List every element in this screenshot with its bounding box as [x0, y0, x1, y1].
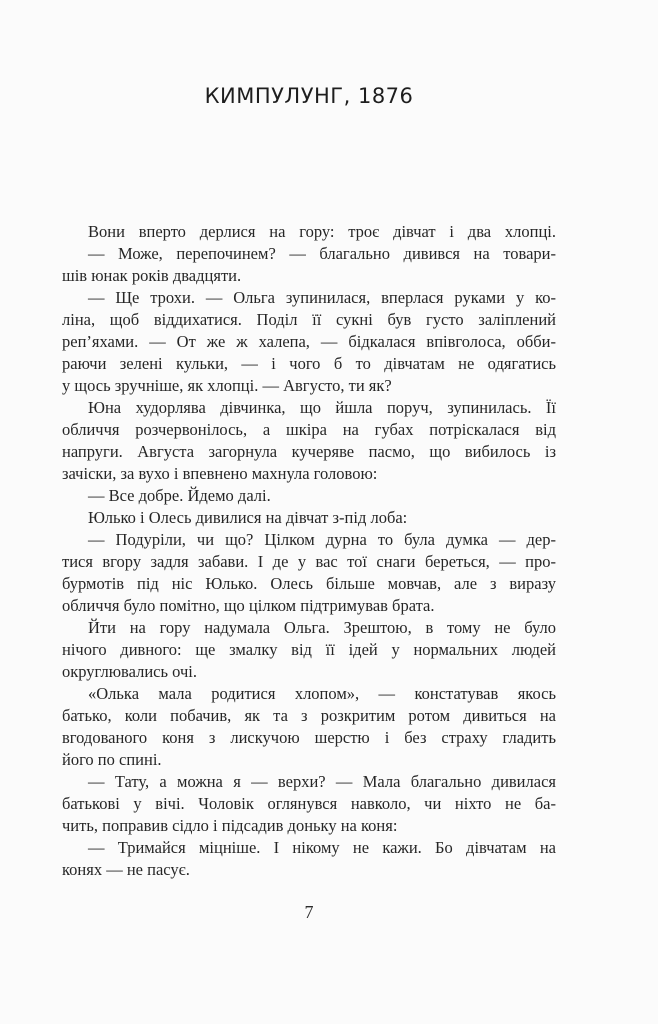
text-line: шів юнак років двадцяти.	[62, 266, 242, 285]
chapter-title: КИМПУЛУНГ, 1876	[204, 84, 414, 108]
text-line: його по спині.	[62, 750, 162, 769]
text-line: — Тримайся міцніше. І нікому не кажи. Бо дівчатам на	[88, 838, 556, 857]
text-line: реп’яхами. — От же ж халепа, — бідкалася впівголоса, обби-	[62, 332, 556, 351]
text-line: напруги. Августа загорнула кучеряве пасмо, що вибилось із	[62, 442, 556, 461]
text-line: Юлько і Олесь дивилися на дівчат з-під лоба:	[88, 508, 408, 527]
text-line: чить, поправив сідло і підсадив доньку на коня:	[62, 816, 398, 835]
text-line: вгодованого коня з лискучою шерстю і без страху гладить	[62, 728, 556, 747]
text-line: Юна худорлява дівчинка, що йшла поруч, зупинилась. Її	[88, 398, 556, 417]
text-line: обличчя розчервонілось, а шкіра на губах потріскалася від	[62, 420, 556, 439]
text-line: раючи зелені кульки, — і чого б то дівчатам не одягатись	[62, 354, 556, 373]
text-line: — Подуріли, чи що? Цілком дурна то була думка — дер-	[88, 530, 556, 549]
text-line: Вони вперто дерлися на гору: троє дівчат і два хлопці.	[88, 222, 556, 241]
text-line: у щось зручніше, як хлопці. — Августо, ти як?	[62, 376, 392, 395]
page-number: 7	[304, 902, 314, 922]
text-line: конях — не пасує.	[62, 860, 190, 879]
text-line: округлювались очі.	[62, 662, 197, 681]
text-line: — Все добре. Йдемо далі.	[88, 486, 271, 505]
text-block	[62, 221, 556, 881]
text-line: батькові у вічі. Чоловік оглянувся навколо, чи ніхто не ба-	[62, 794, 556, 813]
text-line: «Олька мала родитися хлопом», — констатував якось	[88, 684, 556, 703]
text-line: нічого дивного: ще змалку від її ідей у нормальних людей	[62, 640, 556, 659]
text-line: бурмотів під ніс Юлько. Олесь більше мовчав, але з виразу	[62, 574, 556, 593]
text-line: Йти на гору надумала Ольга. Зрештою, в тому не було	[88, 618, 556, 637]
text-line: ліна, щоб віддихатися. Поділ її сукні був густо заліплений	[62, 310, 556, 329]
text-line: — Може, перепочинем? — благально дивився на товари-	[88, 244, 556, 263]
text-line: тися вгору задля забави. І де у вас тої снаги береться, — про-	[62, 552, 556, 571]
text-line: зачіски, за вухо і впевнено махнула головою:	[62, 464, 378, 483]
text-line: — Ще трохи. — Ольга зупинилася, вперлася руками у ко-	[88, 288, 556, 307]
text-line: обличчя було помітно, що цілком підтримував брата.	[62, 596, 435, 615]
text-line: батько, коли побачив, як та з розкритим ротом дивиться на	[62, 706, 556, 725]
text-line: — Тату, а можна я — верхи? — Мала благально дивилася	[88, 772, 556, 791]
